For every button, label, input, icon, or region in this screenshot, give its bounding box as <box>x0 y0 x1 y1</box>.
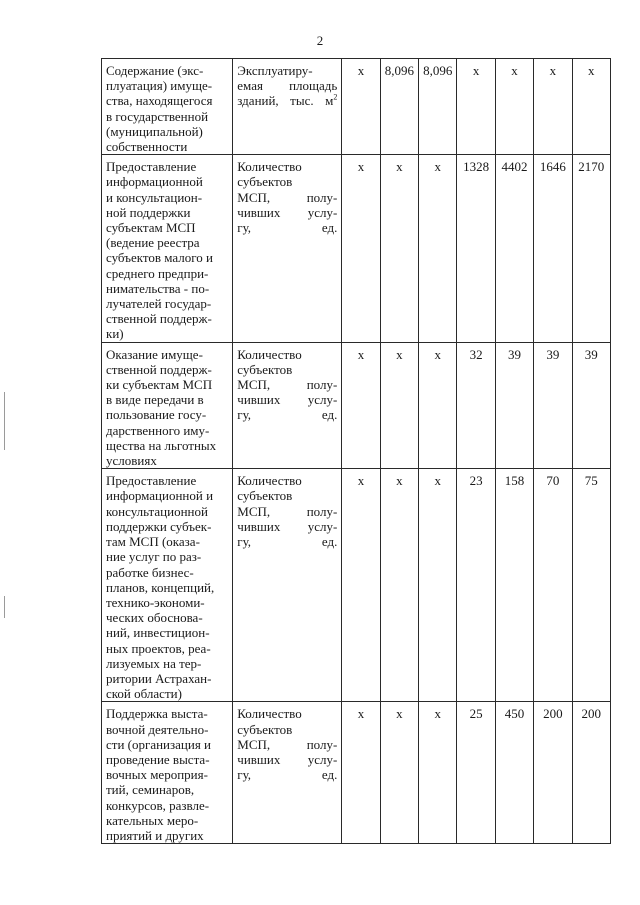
indicator-line-text: Количество <box>237 346 302 362</box>
indicator-line <box>237 377 337 392</box>
indicator-line <box>237 737 337 752</box>
value-cell: 1328 <box>457 155 495 342</box>
value-cell: 200 <box>534 702 572 844</box>
indicator-line <box>237 473 337 488</box>
indicator-line <box>237 347 337 362</box>
table-row <box>102 469 611 702</box>
indicator-line-text: гу, ед. <box>237 534 338 550</box>
value-cell: 32 <box>457 342 495 469</box>
value-cell: 8,096 <box>419 59 457 155</box>
indicator-line-text: чивших услу- <box>237 392 338 408</box>
value-cell: 70 <box>534 469 572 702</box>
value-cell: x <box>419 469 457 702</box>
value-cell: x <box>419 155 457 342</box>
table-row <box>102 342 611 469</box>
indicator-line <box>237 362 337 377</box>
indicator-line <box>237 534 337 549</box>
indicator-line <box>237 519 337 534</box>
value-cell: 200 <box>572 702 610 844</box>
indicator-line-text: Количество <box>237 473 302 489</box>
indicator-line <box>237 722 337 737</box>
activity-name-cell: Оказание имуще- ственной поддерж- ки субъектам МСП в виде передачи в пользование госу- дарственного иму- щества на льготных условиях <box>102 342 233 469</box>
value-cell: 75 <box>572 469 610 702</box>
activity-name-cell: Предоставление информационной и консультационной поддержки субъек- там МСП (оказа- ние услуг по раз- работке бизнес- планов, концепций, технико-экономи- ческих обоснова- ний, инвестицион- ных проектов, реа- лизуемых на тер- ритории Астрахан- ской области) <box>102 469 233 702</box>
indicator-line <box>237 78 337 93</box>
indicator-line <box>237 93 337 108</box>
indicator-line-text: Эксплуатиру- <box>237 63 313 78</box>
indicator-line-text: чивших услу- <box>237 518 338 534</box>
indicators-table <box>101 58 611 844</box>
indicator-cell <box>233 155 342 342</box>
indicator-line <box>237 488 337 503</box>
table-row <box>102 702 611 844</box>
value-cell: x <box>342 59 380 155</box>
indicator-cell <box>233 469 342 702</box>
indicator-line-text: гу, ед. <box>237 220 338 236</box>
value-cell: x <box>457 59 495 155</box>
activity-name-cell: Содержание (экс- плуатация) имуще- ства, находящегося в государственной (муниципальной) собственности <box>102 59 233 155</box>
value-cell: x <box>380 155 418 342</box>
table-body <box>102 59 611 844</box>
value-cell: 450 <box>495 702 533 844</box>
activity-name-cell: Предоставление информационной и консультацион- ной поддержки субъектам МСП (ведение реестра субъектов малого и среднего предпри- нимательства - по- лучателей государ- ственной поддерж- ки) <box>102 155 233 342</box>
value-cell: 8,096 <box>380 59 418 155</box>
indicator-line-text: МСП, полу- <box>237 503 338 519</box>
value-cell: x <box>419 342 457 469</box>
indicator-cell <box>233 342 342 469</box>
value-cell: x <box>342 155 380 342</box>
indicator-line <box>237 706 337 721</box>
indicator-line <box>237 767 337 782</box>
indicator-line <box>237 392 337 407</box>
activity-name-cell: Поддержка выста- вочной деятельно- сти (организация и проведение выста- вочных мероприя- тий, семинаров, конкурсов, развле- кательных меро- приятий и других <box>102 702 233 844</box>
value-cell: x <box>342 702 380 844</box>
value-cell: x <box>380 469 418 702</box>
indicator-line-text: Количество <box>237 159 302 175</box>
value-cell: x <box>380 342 418 469</box>
indicator-line-text: емая площадь <box>237 78 338 94</box>
indicator-line <box>237 190 337 205</box>
indicator-line-text: субъектов <box>237 488 293 504</box>
indicator-line <box>237 752 337 767</box>
left-margin-mark <box>4 392 5 450</box>
value-cell: x <box>342 469 380 702</box>
indicator-line-text: МСП, полу- <box>237 377 338 393</box>
value-cell: 4402 <box>495 155 533 342</box>
indicator-line-text: субъектов <box>237 361 293 377</box>
value-cell: 158 <box>495 469 533 702</box>
page-number: 2 <box>316 33 324 48</box>
value-cell: x <box>572 59 610 155</box>
value-cell: 2170 <box>572 155 610 342</box>
value-cell: 1646 <box>534 155 572 342</box>
indicator-line <box>237 407 337 422</box>
indicator-line-text: субъектов <box>237 721 293 737</box>
value-cell: x <box>380 702 418 844</box>
table-row <box>102 155 611 342</box>
value-cell: x <box>534 59 572 155</box>
value-cell: x <box>495 59 533 155</box>
indicator-line-text: МСП, полу- <box>237 189 338 205</box>
value-cell: 25 <box>457 702 495 844</box>
indicator-cell <box>233 59 342 155</box>
value-cell: 39 <box>495 342 533 469</box>
value-cell: 39 <box>572 342 610 469</box>
value-cell: 23 <box>457 469 495 702</box>
indicator-line <box>237 159 337 174</box>
table-row <box>102 59 611 155</box>
indicator-line <box>237 205 337 220</box>
indicator-superscript: 2 <box>333 93 338 103</box>
indicator-line <box>237 504 337 519</box>
indicator-line <box>237 220 337 235</box>
indicator-cell <box>233 702 342 844</box>
indicator-line-text: чивших услу- <box>237 751 338 767</box>
indicator-line-text: субъектов <box>237 174 293 190</box>
indicator-line-text: чивших услу- <box>237 204 338 220</box>
value-cell: x <box>419 702 457 844</box>
indicator-line-text: Количество <box>237 706 302 722</box>
indicator-line <box>237 63 337 78</box>
indicator-line <box>237 174 337 189</box>
indicator-line-text: гу, ед. <box>237 767 338 783</box>
left-margin-mark <box>4 596 5 618</box>
indicator-line-text: зданий, тыс. м <box>237 93 334 109</box>
value-cell: 39 <box>534 342 572 469</box>
indicator-line-text: гу, ед. <box>237 407 338 423</box>
indicator-line-text: МСП, полу- <box>237 736 338 752</box>
value-cell: x <box>342 342 380 469</box>
